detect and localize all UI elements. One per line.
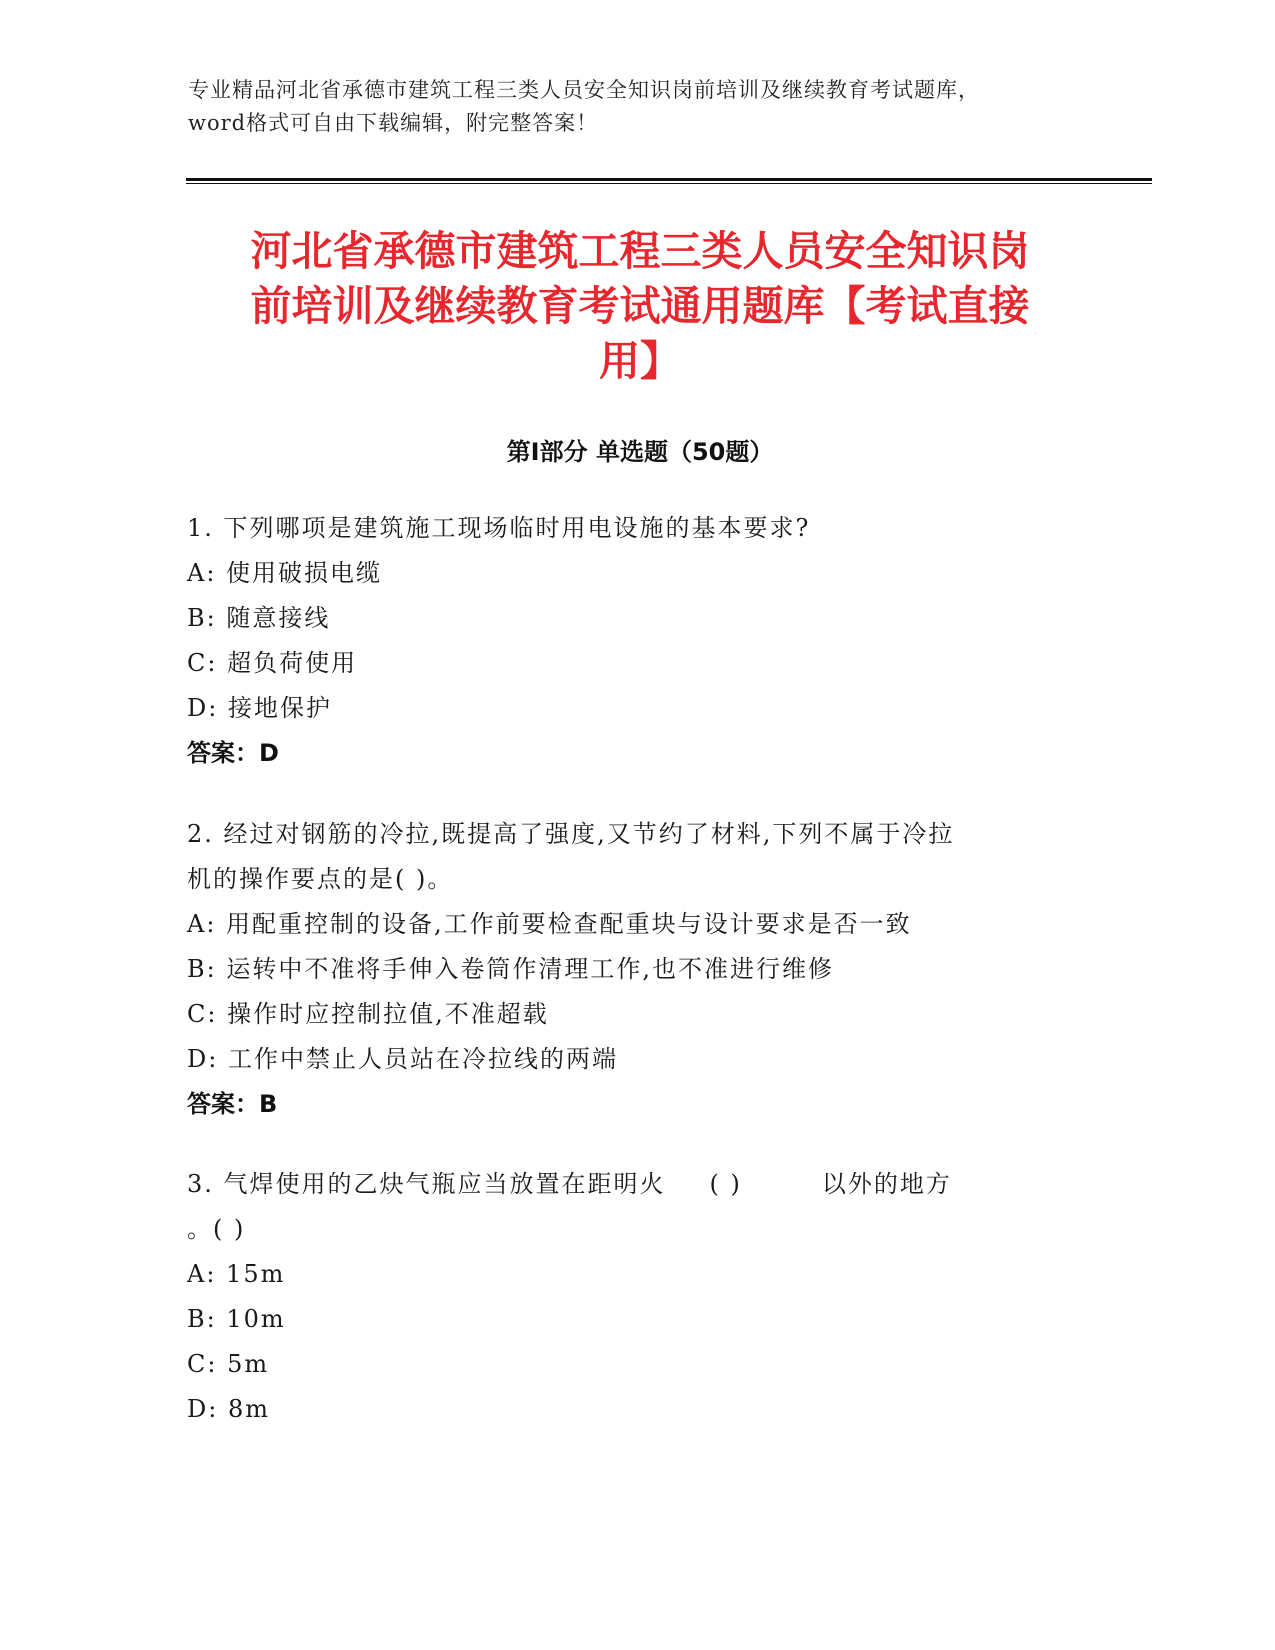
question-1	[187, 506, 1067, 776]
option-b: B: 10m	[187, 1305, 286, 1333]
option-c: C: 操作时应控制拉值,不准超载	[187, 1000, 549, 1028]
question-stem-part-2: 以外的地方	[821, 1170, 952, 1198]
answer: 答案：D	[187, 739, 279, 767]
question-stem-continued: 。( )	[187, 1215, 246, 1243]
option-b: B: 随意接线	[187, 604, 331, 632]
option-a: A: 使用破损电缆	[187, 559, 383, 587]
header-divider-thick	[186, 178, 1152, 181]
header-note-line-1: 专业精品河北省承德市建筑工程三类人员安全知识岗前培训及继续教育考试题库，	[188, 78, 980, 102]
option-d: D: 工作中禁止人员站在冷拉线的两端	[187, 1045, 618, 1073]
header-note-line-2: word格式可自由下载编辑，附完整答案！	[188, 111, 599, 135]
option-b: B: 运转中不准将手伸入卷筒作清理工作,也不准进行维修	[187, 955, 834, 983]
question-stem: 1. 下列哪项是建筑施工现场临时用电设施的基本要求?	[187, 514, 811, 542]
document-title-line-3: 用】	[599, 337, 681, 385]
question-stem: 2. 经过对钢筋的冷拉,既提高了强度,又节约了材料,下列不属于冷拉	[187, 820, 955, 848]
option-a: A: 用配重控制的设备,工作前要检查配重块与设计要求是否一致	[187, 910, 912, 938]
option-d: D: 8m	[187, 1395, 270, 1423]
question-3	[187, 1162, 1067, 1432]
option-a: A: 15m	[187, 1260, 286, 1288]
answer: 答案：B	[187, 1090, 278, 1118]
option-d: D: 接地保护	[187, 694, 332, 722]
document-title	[180, 224, 1100, 389]
question-stem-blank: ( )	[709, 1170, 742, 1198]
header-divider-thin	[186, 183, 1152, 184]
question-stem	[187, 1162, 1067, 1207]
document-title-line-1: 河北省承德市建筑工程三类人员安全知识岗	[250, 227, 1030, 275]
header-note	[188, 74, 1088, 140]
document-title-line-2: 前培训及继续教育考试通用题库【考试直接	[250, 282, 1030, 330]
option-c: C: 5m	[187, 1350, 270, 1378]
option-c: C: 超负荷使用	[187, 649, 358, 677]
question-2	[187, 812, 1067, 1127]
question-stem-part-1: 3. 气焊使用的乙炔气瓶应当放置在距明火	[187, 1170, 666, 1198]
question-stem-continued: 机的操作要点的是( )。	[187, 865, 454, 893]
section-title: 第Ⅰ部分 单选题（50题）	[506, 438, 774, 466]
